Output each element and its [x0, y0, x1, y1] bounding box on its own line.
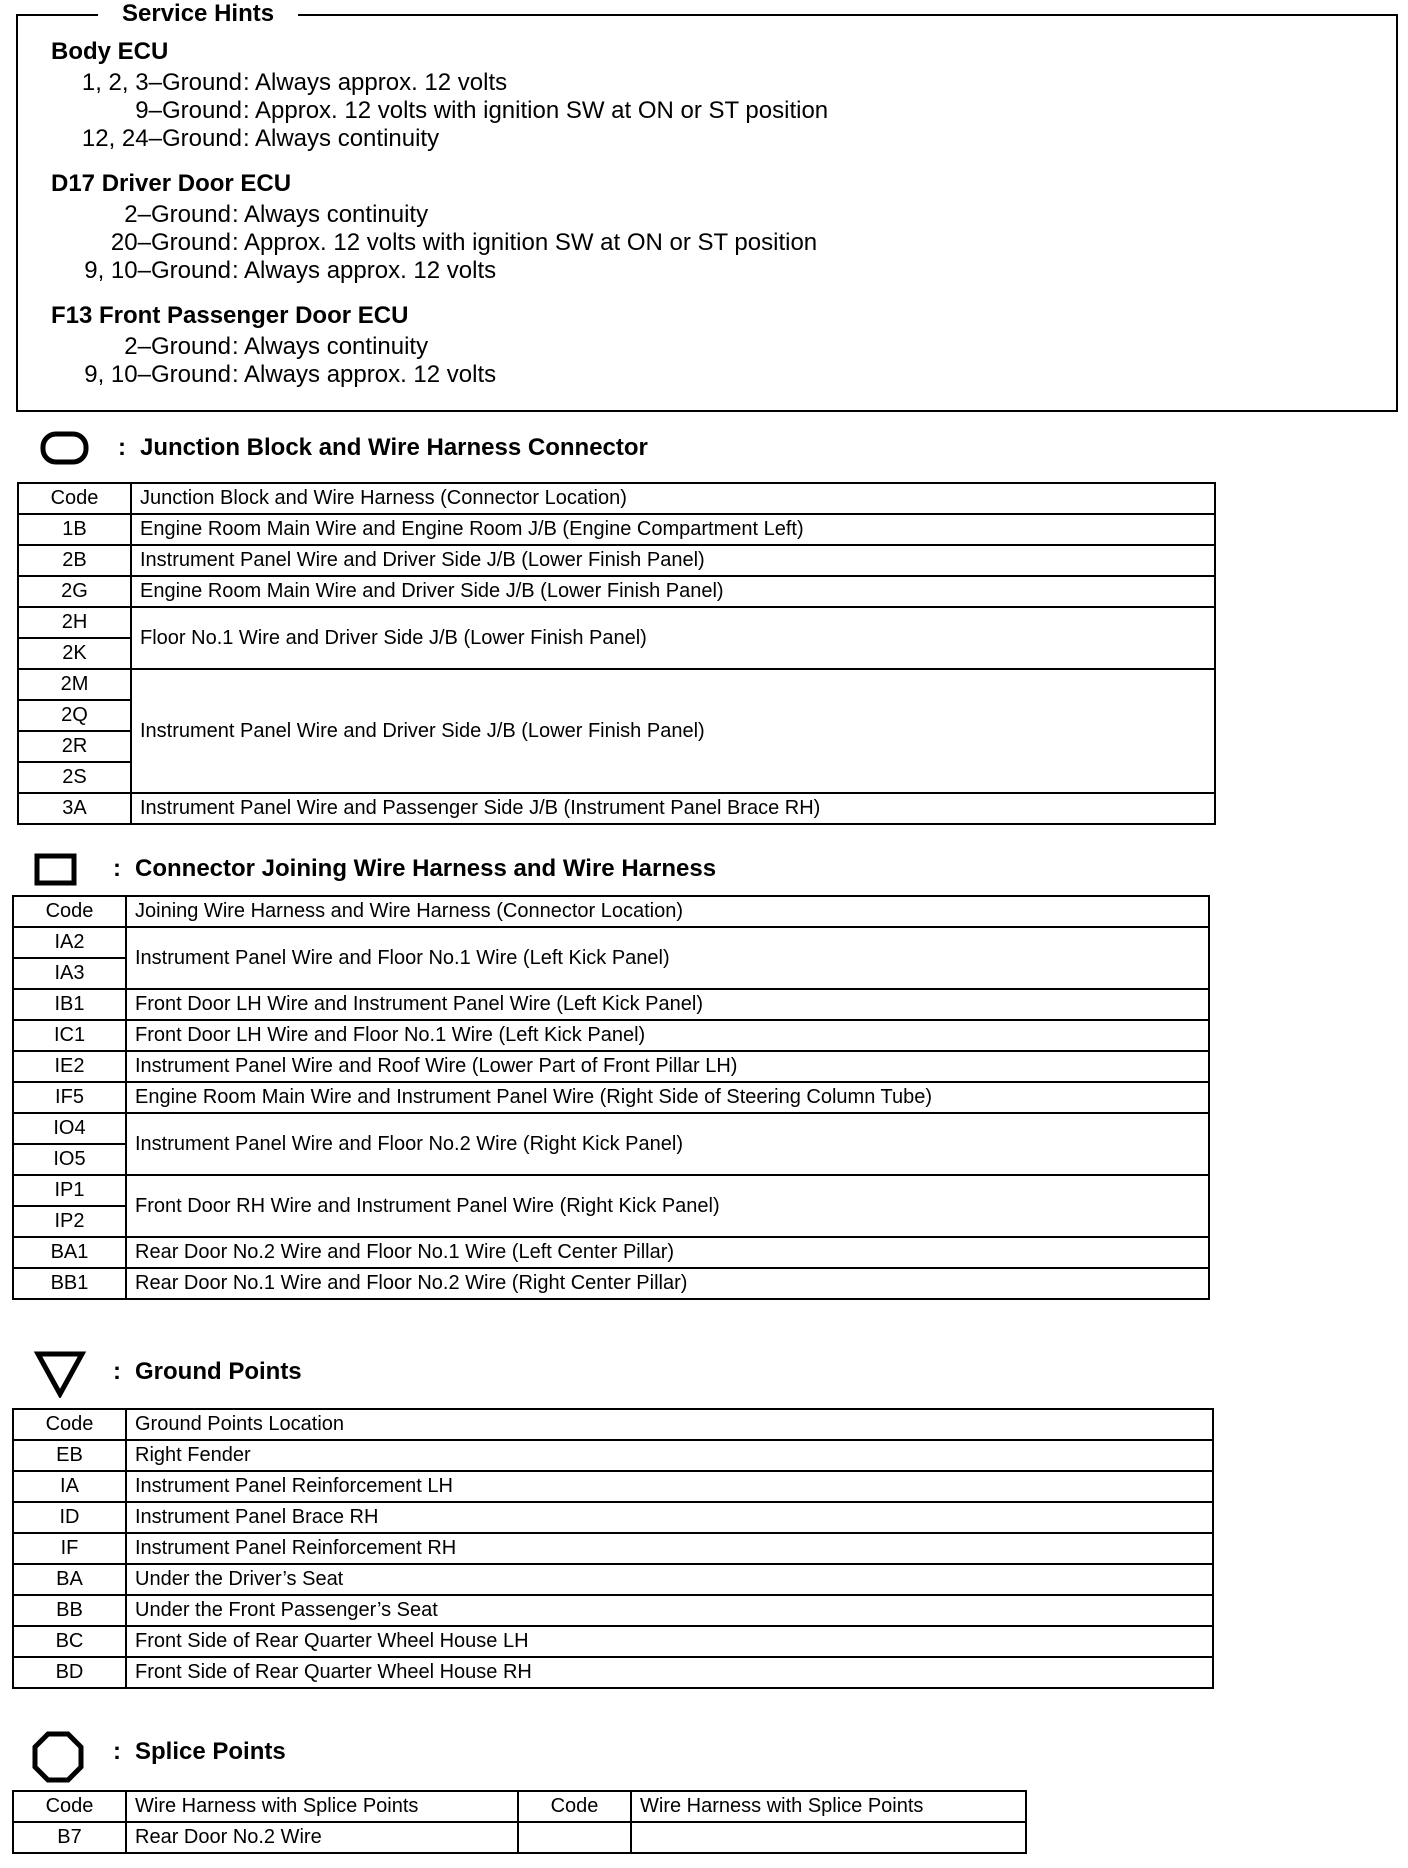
desc-cell: Instrument Panel Wire and Driver Side J/B (Lower Finish Panel) [131, 669, 1215, 793]
code-cell: BD [13, 1657, 126, 1688]
service-hints-box: Service Hints Body ECU 1, 2, 3–Ground : Always approx. 12 volts 9–Ground : Approx. 12 volts with ignition SW at ON or ST position 12, 24–Ground : Always continuity D17 Driver Door ECU 2–Ground : Always continuity 20–Ground : Approx. 12 volts with ignition SW at ON or ST position 9, 10–Ground : Always approx. 12 volts F13 Front Passenger Door ECU 2–Ground : Always continuity 9, 10–Ground : Always approx. 12 volts [16, 14, 1398, 412]
table-row [13, 1051, 1209, 1082]
table-row [18, 545, 1215, 576]
desc-header: Wire Harness with Splice Points [631, 1791, 1026, 1822]
code-cell: IA3 [13, 958, 126, 989]
code-cell: IP1 [13, 1175, 126, 1206]
code-cell: 2G [18, 576, 131, 607]
code-cell: 3A [18, 793, 131, 824]
triangle-icon [34, 1350, 86, 1398]
code-cell: BA [13, 1564, 126, 1595]
table-row [13, 1440, 1213, 1471]
table-row [18, 514, 1215, 545]
code-cell: 2H [18, 607, 131, 638]
code-cell: IF5 [13, 1082, 126, 1113]
desc-header: Junction Block and Wire Harness (Connector Location) [131, 483, 1215, 514]
desc-cell: Instrument Panel Brace RH [126, 1502, 1213, 1533]
desc-header: Ground Points Location [126, 1409, 1213, 1440]
code-cell: BB1 [13, 1268, 126, 1299]
rectangle-icon [34, 853, 78, 887]
table-row [13, 1657, 1213, 1688]
desc-cell: Front Side of Rear Quarter Wheel House RH [126, 1657, 1213, 1688]
desc-cell: Instrument Panel Wire and Driver Side J/B (Lower Finish Panel) [131, 545, 1215, 576]
code-cell: IF [13, 1533, 126, 1564]
table-row [13, 989, 1209, 1020]
code-cell: 2M [18, 669, 131, 700]
table-row [13, 1237, 1209, 1268]
table-row [13, 1082, 1209, 1113]
desc-cell: Front Side of Rear Quarter Wheel House LH [126, 1626, 1213, 1657]
desc-cell: Rear Door No.2 Wire and Floor No.1 Wire (Left Center Pillar) [126, 1237, 1209, 1268]
desc-cell: Instrument Panel Reinforcement LH [126, 1471, 1213, 1502]
code-cell: EB [13, 1440, 126, 1471]
code-cell: BA1 [13, 1237, 126, 1268]
table-row [13, 1471, 1213, 1502]
desc-cell: Under the Driver’s Seat [126, 1564, 1213, 1595]
code-header: Code [13, 1791, 126, 1822]
desc-cell: Engine Room Main Wire and Driver Side J/B (Lower Finish Panel) [131, 576, 1215, 607]
table-header [13, 1409, 1213, 1440]
legend-colon: : [113, 855, 121, 882]
code-cell: 2R [18, 731, 131, 762]
desc-cell: Under the Front Passenger’s Seat [126, 1595, 1213, 1626]
desc-cell: Right Fender [126, 1440, 1213, 1471]
table-row [13, 1502, 1213, 1533]
connector-joining-title: Connector Joining Wire Harness and Wire Harness [135, 855, 717, 882]
desc-cell: Rear Door No.2 Wire [126, 1822, 518, 1853]
code-header: Code [518, 1791, 631, 1822]
code-cell: IP2 [13, 1206, 126, 1237]
desc-cell: Instrument Panel Wire and Floor No.2 Wire (Right Kick Panel) [126, 1113, 1209, 1175]
legend-colon: : [118, 434, 126, 461]
code-cell: IB1 [13, 989, 126, 1020]
desc-cell: Engine Room Main Wire and Engine Room J/B (Engine Compartment Left) [131, 514, 1215, 545]
desc-cell: Instrument Panel Wire and Floor No.1 Wire (Left Kick Panel) [126, 927, 1209, 989]
table-row [18, 607, 1215, 638]
code-cell: IE2 [13, 1051, 126, 1082]
code-cell: 2B [18, 545, 131, 576]
table-row [13, 1822, 1026, 1853]
code-cell: 2Q [18, 700, 131, 731]
table-row [13, 1595, 1213, 1626]
code-cell: BB [13, 1595, 126, 1626]
code-cell: IA2 [13, 927, 126, 958]
junction-block-title: Junction Block and Wire Harness Connector [140, 434, 648, 461]
splice-points-table [12, 1790, 1027, 1854]
ground-points-title: Ground Points [135, 1358, 302, 1385]
code-header: Code [18, 483, 131, 514]
code-cell: ID [13, 1502, 126, 1533]
desc-cell: Instrument Panel Wire and Passenger Side J/B (Instrument Panel Brace RH) [131, 793, 1215, 824]
code-cell: 1B [18, 514, 131, 545]
ground-points-table [12, 1408, 1214, 1689]
code-cell [518, 1822, 631, 1853]
section-title-passenger-door-ecu: F13 Front Passenger Door ECU [51, 302, 409, 329]
code-cell: BC [13, 1626, 126, 1657]
desc-cell: Front Door LH Wire and Instrument Panel Wire (Left Kick Panel) [126, 989, 1209, 1020]
desc-header: Joining Wire Harness and Wire Harness (Connector Location) [126, 896, 1209, 927]
desc-cell: Instrument Panel Wire and Roof Wire (Lower Part of Front Pillar LH) [126, 1051, 1209, 1082]
connector-joining-table [12, 895, 1210, 1300]
table-header [13, 896, 1209, 927]
desc-header: Wire Harness with Splice Points [126, 1791, 518, 1822]
service-hints-title: Service Hints [98, 0, 298, 28]
code-cell: B7 [13, 1822, 126, 1853]
splice-points-title: Splice Points [135, 1738, 286, 1765]
legend-colon: : [113, 1358, 121, 1385]
table-row [13, 1113, 1209, 1144]
table-row [13, 1268, 1209, 1299]
desc-cell: Rear Door No.1 Wire and Floor No.2 Wire (Right Center Pillar) [126, 1268, 1209, 1299]
table-row [13, 927, 1209, 958]
table-header [18, 483, 1215, 514]
table-header [13, 1791, 1026, 1822]
code-cell: IO5 [13, 1144, 126, 1175]
code-cell: IO4 [13, 1113, 126, 1144]
table-row [18, 576, 1215, 607]
legend-colon: : [113, 1738, 121, 1765]
desc-cell: Front Door LH Wire and Floor No.1 Wire (Left Kick Panel) [126, 1020, 1209, 1051]
desc-cell: Front Door RH Wire and Instrument Panel Wire (Right Kick Panel) [126, 1175, 1209, 1237]
desc-cell: Engine Room Main Wire and Instrument Panel Wire (Right Side of Steering Column Tube) [126, 1082, 1209, 1113]
code-header: Code [13, 896, 126, 927]
table-row [18, 669, 1215, 700]
desc-cell: Instrument Panel Reinforcement RH [126, 1533, 1213, 1564]
code-cell: IC1 [13, 1020, 126, 1051]
junction-block-table [17, 482, 1216, 825]
table-row [13, 1564, 1213, 1595]
rounded-rect-icon [40, 430, 90, 466]
section-title-driver-door-ecu: D17 Driver Door ECU [51, 170, 292, 197]
table-row [18, 793, 1215, 824]
table-row [13, 1626, 1213, 1657]
table-row [13, 1020, 1209, 1051]
code-cell: IA [13, 1471, 126, 1502]
desc-cell [631, 1822, 1026, 1853]
octagon-icon [31, 1730, 85, 1784]
code-cell: 2K [18, 638, 131, 669]
table-row [13, 1175, 1209, 1206]
code-header: Code [13, 1409, 126, 1440]
section-title-body-ecu: Body ECU [51, 38, 169, 65]
desc-cell: Floor No.1 Wire and Driver Side J/B (Lower Finish Panel) [131, 607, 1215, 669]
table-row [13, 1533, 1213, 1564]
code-cell: 2S [18, 762, 131, 793]
